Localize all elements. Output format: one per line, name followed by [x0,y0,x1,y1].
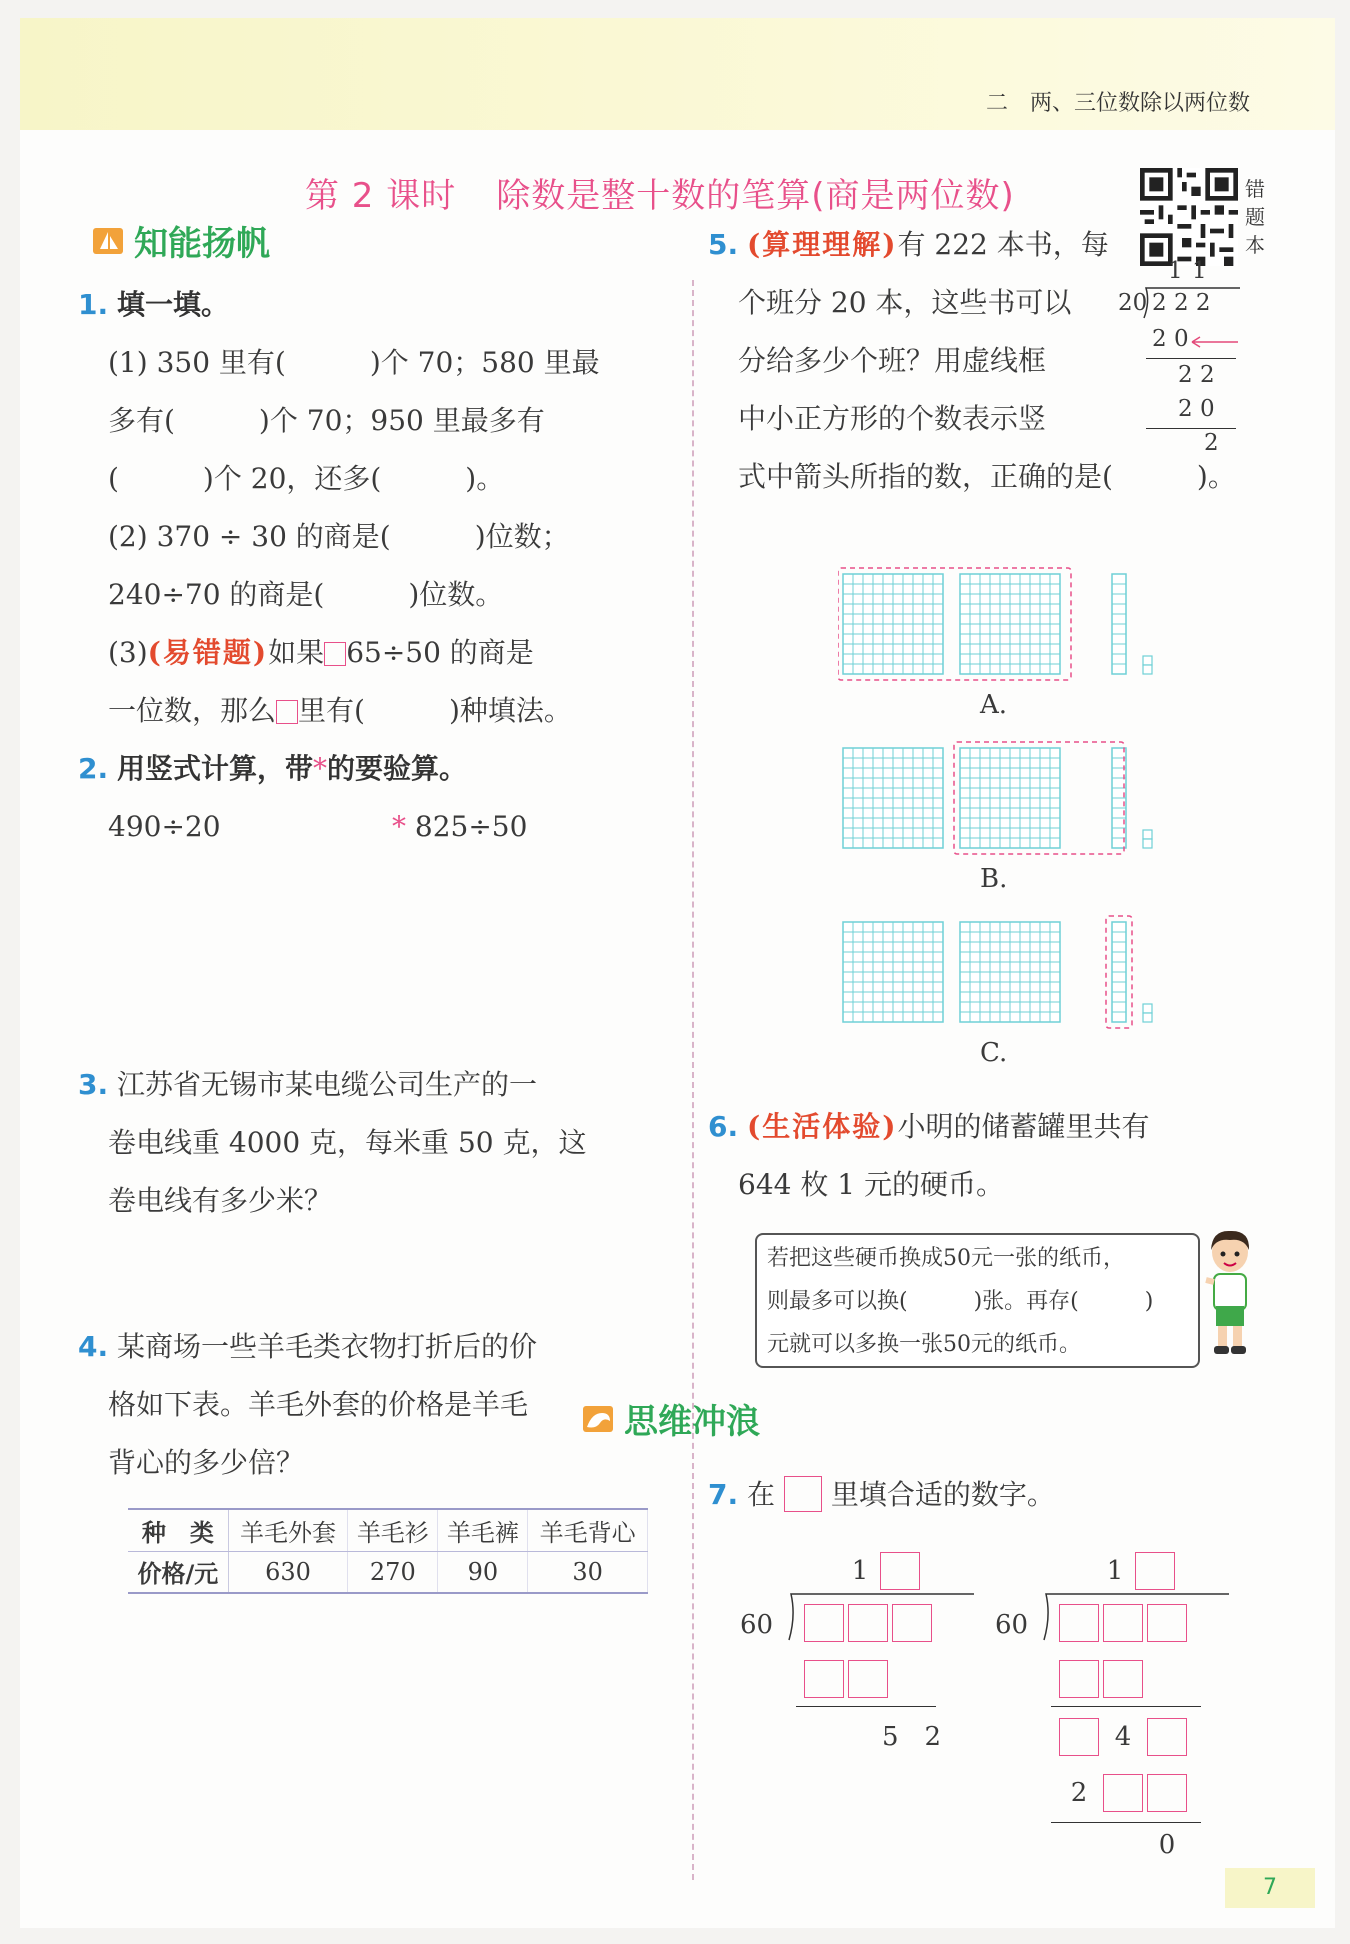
q1-line-1: (1) 350 里有( )个 70；580 里最 [108,346,600,379]
answer-box[interactable] [1059,1718,1099,1756]
chapter-title: 二 两、三位数除以两位数 [985,91,1250,116]
hundred-block [960,574,1060,674]
hundred-block [843,748,943,848]
question-number: 3. [78,1068,109,1101]
qr-label-char: 题 [1245,205,1265,229]
unit-cube [1143,1004,1152,1022]
q3-line-3: 卷电线有多少米？ [108,1184,333,1217]
q5-line-5: 式中箭头所指的数，正确的是( )。 [738,460,1236,493]
divisor: 60 [995,1610,1029,1640]
hundred-block [960,748,1060,848]
q1-line-3: ( )个 20，还多( )。 [108,462,505,495]
q7-right-division [995,1538,1235,1868]
q1-line-2: 多有( )个 70；950 里最多有 [108,404,545,437]
q3-line-1 [78,1056,537,1114]
tag-label: (易错题) [147,636,269,669]
question-number: 2. [78,752,109,785]
option-c-label[interactable]: C. [980,1038,1008,1068]
answer-box[interactable] [1059,1604,1099,1642]
partial-product: 2 0 [1178,396,1215,422]
ten-rod [1112,922,1126,1022]
bubble-line: 若把这些硬币换成50元一张的纸币， [767,1246,1125,1271]
q1-line-7 [108,682,572,740]
qr-label [1245,175,1269,259]
unit-cube [1143,656,1152,674]
q5-line-4: 中小正方形的个数表示竖 [738,402,1047,435]
boy-character-icon [1200,1228,1260,1358]
q5-long-division [1118,258,1238,468]
bubble-line: 则最多可以换( )张。再存( ) [767,1289,1154,1314]
answer-box[interactable] [892,1604,932,1642]
remainder: 0 [1158,1830,1176,1860]
q5-line-1 [708,216,1109,274]
divisor: 20 [1118,290,1148,316]
header-band [20,18,1335,130]
table-cell: 羊毛裤 [438,1509,528,1551]
question-text: 江苏省无锡市某电缆公司生产的一 [117,1068,538,1101]
question-number: 1. [78,288,109,321]
question-text: 填一填。 [117,288,230,321]
question-number: 5. [708,228,739,261]
table-header: 种 类 [128,1509,228,1551]
qr-label-char: 错 [1245,177,1265,201]
section-title: 思维冲浪 [624,1402,760,1442]
table-header: 价格/元 [128,1551,228,1593]
question-text: 的要验算。 [327,752,468,785]
answer-box[interactable] [1103,1774,1143,1812]
question-number: 7. [708,1478,739,1511]
partial-product: 2 0 [1152,326,1189,352]
q7-heading [708,1466,1055,1524]
answer-box[interactable] [848,1660,888,1698]
ten-rod [1112,574,1126,674]
price-table [128,1508,648,1594]
table-cell: 270 [348,1551,438,1593]
star-mark: * [313,752,328,785]
option-a-label[interactable]: A. [980,690,1008,720]
question-text: 有 222 本书，每 [897,228,1109,261]
column-divider [692,280,694,1880]
answer-box[interactable] [848,1604,888,1642]
option-c-figure[interactable] [838,914,1158,1024]
answer-box[interactable] [276,700,298,724]
quotient: 1 1 [1168,258,1208,284]
q2-expression-2 [392,798,527,856]
table-cell: 30 [528,1551,648,1593]
remainder: 5 2 [882,1722,942,1752]
sail-icon [92,225,126,257]
table-cell: 630 [228,1551,348,1593]
q1-line-5: 240÷70 的商是( )位数。 [108,578,504,611]
option-b-label[interactable]: B. [980,864,1008,894]
question-text: 小明的储蓄罐里共有 [897,1110,1150,1143]
given-digit: 4 [1114,1722,1132,1752]
lesson-title [305,168,1015,217]
q1-heading [78,276,229,334]
hundred-block [843,922,943,1022]
page-number: 7 [1225,1868,1315,1908]
answer-box[interactable] [1147,1718,1187,1756]
q1-line-6 [108,624,534,682]
section-heading-1 [92,216,270,265]
question-text: 一位数，那么 [108,694,277,727]
question-text: 某商场一些羊毛类衣物打折后的价 [117,1330,538,1363]
partial-remainder: 2 2 [1178,362,1215,388]
answer-box[interactable] [1059,1660,1099,1698]
q1-line-4: (2) 370 ÷ 30 的商是( )位数； [108,520,570,553]
lesson-name: 除数是整十数的笔算(商是两位数) [496,176,1015,216]
expression: 825÷50 [414,810,528,843]
tag-label: (算理理解) [747,228,898,261]
question-number: 6. [708,1110,739,1143]
answer-box[interactable] [1147,1774,1187,1812]
quotient-digit: 1 [1106,1556,1124,1586]
section-heading-2 [582,1394,760,1443]
q6-line-1 [708,1098,1150,1156]
unit-cube [1143,830,1152,848]
table-row [128,1509,648,1551]
section-title: 知能扬帆 [134,224,270,264]
q4-line-2: 格如下表。羊毛外套的价格是羊毛 [108,1388,529,1421]
question-text: 里填合适的数字。 [830,1478,1055,1511]
q7-left-division [740,1538,980,1778]
answer-box[interactable] [804,1604,844,1642]
table-cell: 羊毛衫 [348,1509,438,1551]
wave-icon [582,1403,616,1435]
remainder: 2 [1204,430,1219,456]
question-number: 4. [78,1330,109,1363]
q4-line-1 [78,1318,537,1376]
q2-heading [78,740,467,798]
dividend: 2 2 2 [1152,290,1211,316]
divisor: 60 [740,1610,774,1640]
question-text: 如果 [268,636,325,669]
table-cell: 羊毛外套 [228,1509,348,1551]
arrow-left-icon [1190,332,1240,352]
q2-expression-1: 490÷20 [108,810,221,843]
q4-line-3: 背心的多少倍？ [108,1446,305,1479]
qr-label-char: 本 [1245,233,1265,257]
answer-box[interactable] [1103,1660,1143,1698]
quotient-digit: 1 [851,1556,869,1586]
question-text: 里有( )种填法。 [298,694,572,727]
given-digit: 2 [1070,1778,1088,1808]
workbook-page [20,18,1335,1928]
table-row [128,1551,648,1593]
answer-box[interactable] [324,642,346,666]
star-mark: * [392,810,406,843]
answer-box[interactable] [1147,1604,1187,1642]
hundred-block [843,574,943,674]
speech-bubble [755,1233,1200,1368]
table-cell: 羊毛背心 [528,1509,648,1551]
option-b-figure[interactable] [838,740,1158,850]
item-label: (3) [108,636,148,669]
hundred-block [960,922,1060,1022]
question-text: 65÷50 的商是 [346,636,534,669]
bubble-line: 元就可以多换一张50元的纸币。 [767,1332,1081,1357]
question-text: 在 [747,1478,776,1511]
qr-code-icon[interactable] [1140,168,1238,266]
q5-line-3: 分给多少个班？用虚线框 [738,344,1047,377]
table-cell: 90 [438,1551,528,1593]
question-text: 用竖式计算，带 [117,752,314,785]
lesson-number: 第 2 课时 [305,176,457,216]
answer-box[interactable] [880,1552,920,1590]
answer-box[interactable] [804,1660,844,1698]
answer-box[interactable] [1103,1604,1143,1642]
q3-line-2: 卷电线重 4000 克，每米重 50 克，这 [108,1126,587,1159]
q6-line-2: 644 枚 1 元的硬币。 [738,1168,1004,1201]
option-a-figure[interactable] [838,566,1158,676]
answer-box [784,1476,822,1512]
q5-line-2: 个班分 20 本，这些书可以 [738,286,1072,319]
tag-label: (生活体验) [747,1110,898,1143]
answer-box[interactable] [1135,1552,1175,1590]
